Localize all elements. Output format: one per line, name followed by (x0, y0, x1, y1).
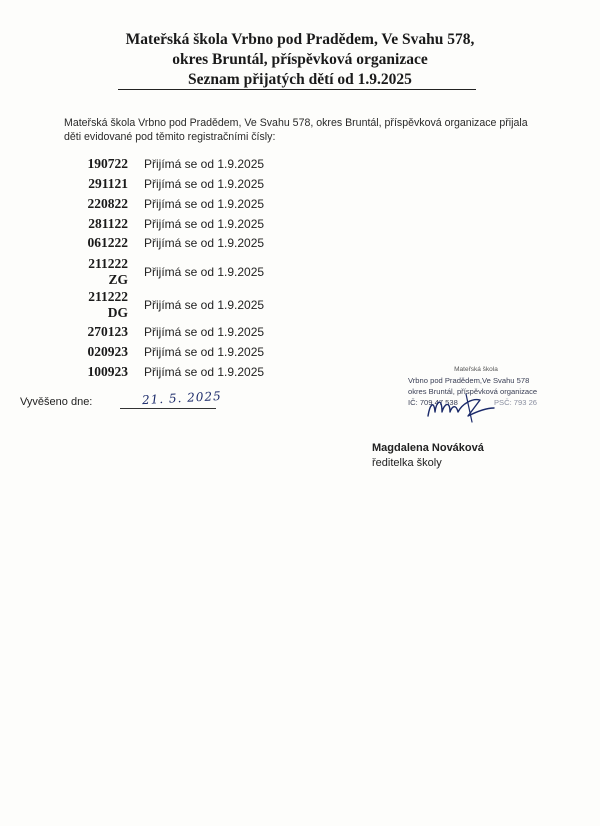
header-line-district: okres Bruntál, příspěvková organizace (172, 51, 428, 68)
stamp-psc: PSČ: 793 26 (493, 398, 538, 407)
header-line-school: Mateřská škola Vrbno pod Pradědem, Ve Svahu 578, (125, 31, 475, 48)
admission-status: Přijímá se od 1.9.2025 (144, 345, 265, 359)
signer-block (372, 441, 484, 471)
stamp-line-address: Vrbno pod Pradědem,Ve Svahu 578 (408, 376, 530, 385)
child-row (72, 256, 264, 288)
child-row (72, 196, 264, 212)
registration-code: 190722 (87, 156, 128, 171)
registration-code: 281122 (88, 216, 128, 231)
child-row (72, 289, 264, 321)
child-row (72, 176, 264, 192)
admission-status: Přijímá se od 1.9.2025 (144, 217, 265, 231)
intro-line-1: Mateřská škola Vrbno pod Pradědem, Ve Svahu 578, okres Bruntál, příspěvková organizace přijala (64, 117, 528, 129)
registration-code: 220822 (87, 196, 128, 211)
signature-icon (420, 382, 510, 432)
stamp-school-label: Mateřská škola (454, 366, 498, 373)
posted-date-line (120, 408, 216, 409)
admission-status: Přijímá se od 1.9.2025 (144, 298, 265, 312)
header-divider (118, 89, 476, 90)
admission-status: Přijímá se od 1.9.2025 (144, 177, 265, 191)
admission-status: Přijímá se od 1.9.2025 (144, 265, 265, 279)
child-row (72, 235, 264, 251)
admission-status: Přijímá se od 1.9.2025 (144, 197, 265, 211)
child-row (72, 156, 264, 172)
admission-status: Přijímá se od 1.9.2025 (144, 236, 265, 250)
registration-code: 100923 (87, 364, 128, 379)
registration-suffix: ZG (108, 272, 128, 287)
intro-line-2: děti evidované pod těmito registračními čísly: (64, 131, 276, 143)
signer-name: Magdalena Nováková (372, 442, 484, 454)
registration-code: 211222 ZG (72, 256, 128, 288)
registration-code: 291121 (88, 176, 128, 191)
registration-code: 020923 (87, 344, 128, 359)
child-row (72, 364, 264, 380)
admission-status: Přijímá se od 1.9.2025 (144, 157, 265, 171)
posted-date-handwritten: 21. 5. 2025 (141, 388, 223, 408)
document-header (0, 30, 600, 90)
admission-status: Přijímá se od 1.9.2025 (144, 365, 265, 379)
child-row (72, 344, 264, 360)
stamp-ico: IČ: 709 47 538 (408, 398, 458, 407)
child-row (72, 216, 264, 232)
signer-title: ředitelka školy (372, 457, 442, 469)
stamp-line-district: okres Bruntál, příspěvková organizace (408, 387, 538, 396)
posted-label: Vyvěšeno dne: (20, 396, 93, 408)
intro-paragraph (64, 116, 554, 144)
registration-code: 211222 DG (72, 289, 128, 321)
registration-code: 061222 (87, 235, 128, 250)
registration-code: 270123 (87, 324, 128, 339)
header-line-title: Seznam přijatých dětí od 1.9.2025 (188, 71, 412, 88)
child-row (72, 324, 264, 340)
admission-status: Přijímá se od 1.9.2025 (144, 325, 265, 339)
registration-suffix: DG (107, 305, 128, 320)
